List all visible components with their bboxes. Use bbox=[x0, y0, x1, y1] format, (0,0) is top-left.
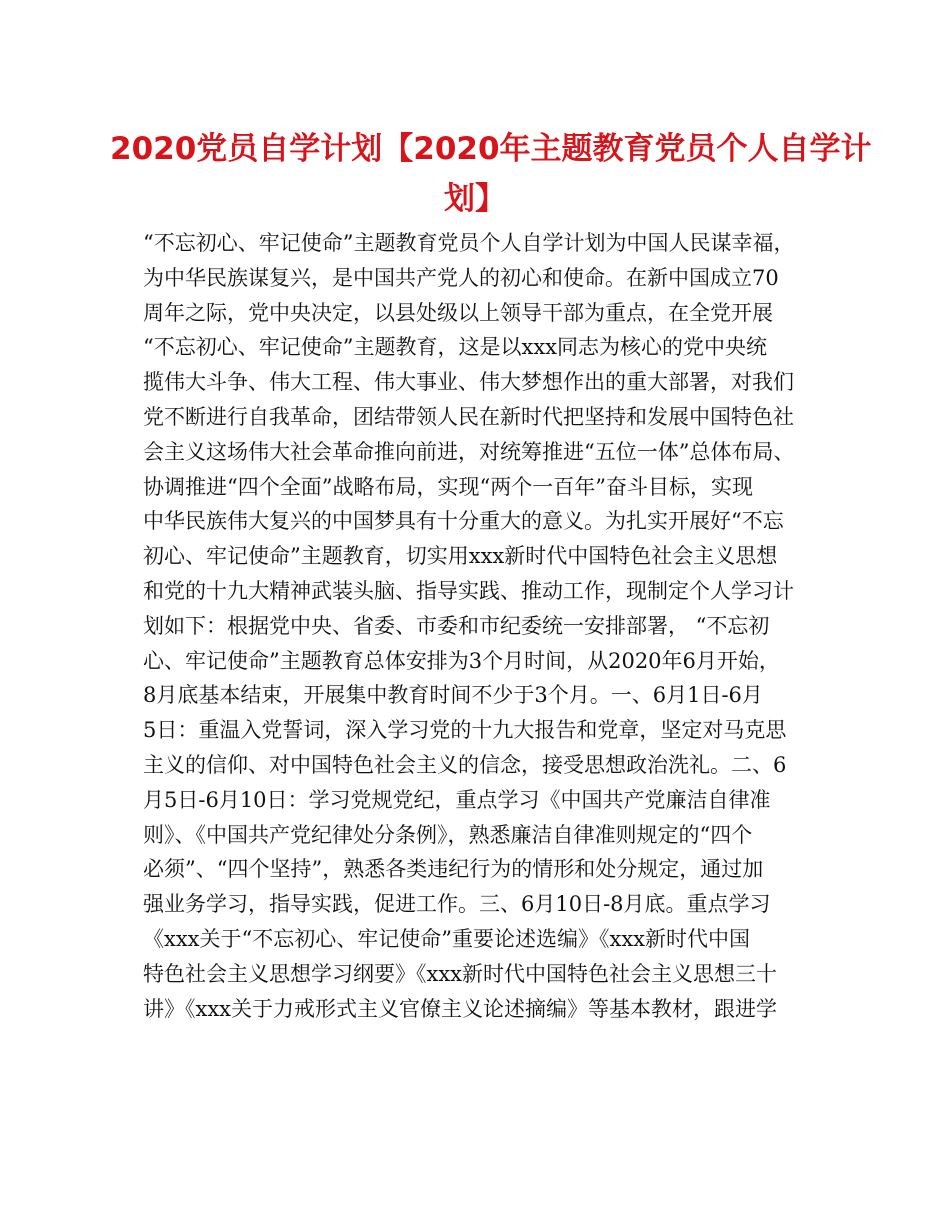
body-line: 强业务学习，指导实践，促进工作。三、6月10日-8月底。重点学习 bbox=[143, 892, 771, 917]
body-line: 《xxx关于“不忘初心、牢记使命”重要论述选编》《xxx新时代中国 bbox=[143, 926, 751, 951]
body-line: 划如下：根据党中央、省委、市委和市纪委统一安排部署， “不忘初 bbox=[143, 613, 770, 638]
body-line: 揽伟大斗争、伟大工程、伟大事业、伟大梦想作出的重大部署，对我们 bbox=[143, 370, 794, 395]
body-line: 8月底基本结束，开展集中教育时间不少于3个月。一、6月1日-6月 bbox=[143, 683, 763, 708]
body-line: 特色社会主义思想学习纲要》《xxx新时代中国特色社会主义思想三十 bbox=[143, 961, 778, 986]
body-line: 心、牢记使命”主题教育总体安排为3个月时间，从2020年6月开始， bbox=[143, 648, 780, 673]
body-line: 讲》《xxx关于力戒形式主义官僚主义论述摘编》等基本教材，跟进学 bbox=[143, 996, 778, 1021]
body-line: 初心、牢记使命”主题教育，切实用xxx新时代中国特色社会主义思想 bbox=[143, 544, 778, 569]
title-line-2: 划】 bbox=[444, 181, 506, 217]
body-line: 和党的十九大精神武装头脑、指导实践、推动工作，现制定个人学习计 bbox=[143, 578, 794, 603]
title-line-1: 2020党员自学计划【2020年主题教育党员个人自学计 bbox=[110, 131, 872, 167]
body-line: 中华民族伟大复兴的中国梦具有十分重大的意义。为扎实开展好“不忘 bbox=[143, 509, 784, 534]
body-line: 主义的信仰、对中国特色社会主义的信念，接受思想政治洗礼。二、6 bbox=[143, 752, 787, 777]
body-line: 则》、《中国共产党纪律处分条例》，熟悉廉洁自律准则规定的“四个 bbox=[143, 822, 753, 847]
document-title bbox=[110, 124, 872, 224]
body-line: 月5日-6月10日：学习党规党纪，重点学习《中国共产党廉洁自律准 bbox=[143, 787, 771, 812]
body-line: 为中华民族谋复兴，是中国共产党人的初心和使命。在新中国成立70 bbox=[143, 265, 779, 290]
body-line: 会主义这场伟大社会革命推向前进，对统筹推进“五位一体”总体布局、 bbox=[143, 439, 795, 464]
body-line: 必须”、“四个坚持”，熟悉各类违纪行为的情形和处分规定，通过加 bbox=[143, 857, 764, 882]
body-line: “不忘初心、牢记使命”主题教育，这是以xxx同志为核心的党中央统 bbox=[143, 335, 767, 360]
body-line: “不忘初心、牢记使命”主题教育党员个人自学计划为中国人民谋幸福， bbox=[143, 231, 795, 255]
body-line: 周年之际，党中央决定，以县处级以上领导干部为重点，在全党开展 bbox=[143, 300, 773, 325]
body-line: 5日：重温入党誓词，深入学习党的十九大报告和党章，坚定对马克思 bbox=[143, 718, 787, 743]
document-body bbox=[143, 226, 813, 1026]
body-line: 协调推进“四个全面”战略布局，实现“两个一百年”奋斗目标，实现 bbox=[143, 474, 753, 499]
body-line: 党不断进行自我革命，团结带领人民在新时代把坚持和发展中国特色社 bbox=[143, 404, 794, 429]
